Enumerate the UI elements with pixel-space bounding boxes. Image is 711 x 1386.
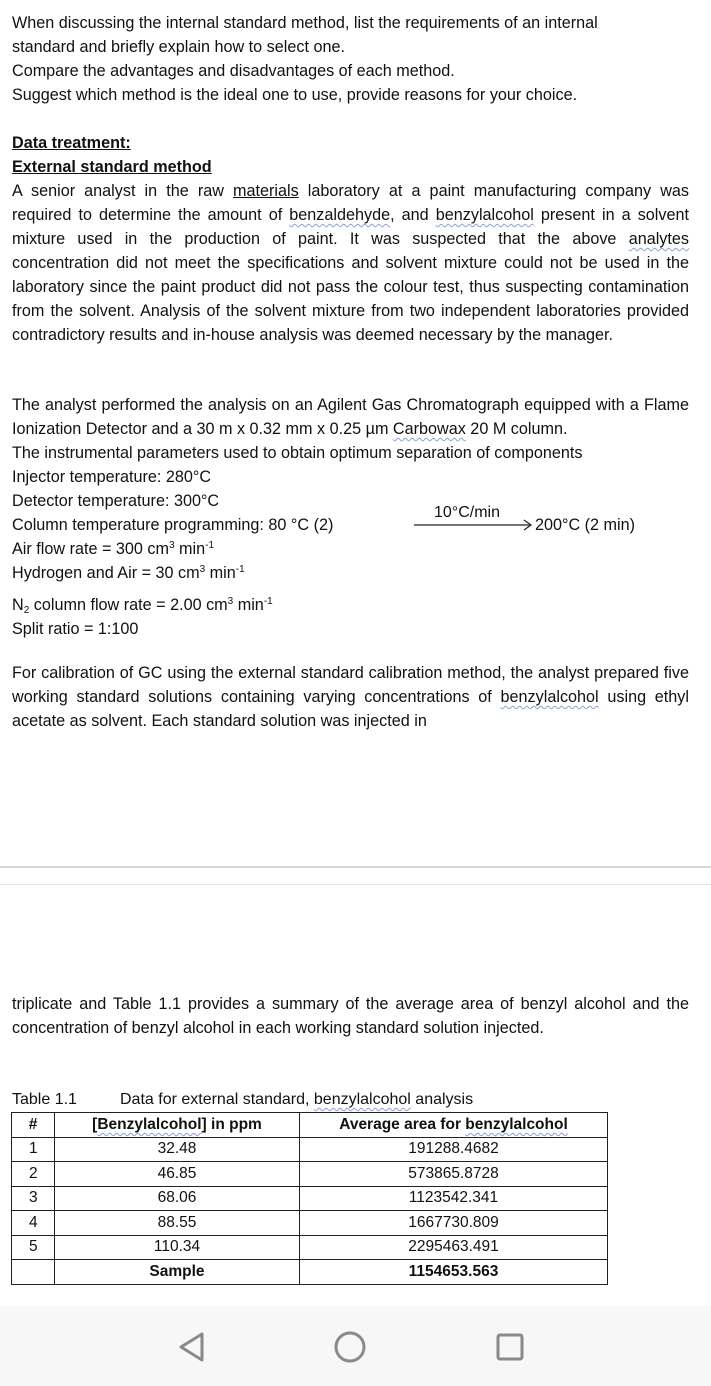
materials-link[interactable]: materials	[233, 182, 299, 200]
superscript: 3	[199, 564, 206, 575]
column-final-temperature: 200°C (2 min)	[535, 516, 636, 534]
cell-area: 573865.8728	[300, 1162, 608, 1187]
intro-line: Suggest which method is the ideal one to use, provide reasons for your choice.	[12, 86, 578, 104]
text-run: column flow rate = 2.00 cm	[29, 596, 228, 614]
superscript: -1	[235, 564, 245, 575]
column-temperature-row	[12, 504, 689, 537]
table-row	[12, 1186, 608, 1211]
header-concentration	[55, 1113, 300, 1138]
intro-line: When discussing the internal standard method, list the requirements of an internal	[12, 14, 598, 32]
cell-index: 5	[12, 1235, 55, 1260]
scenario-paragraph	[12, 179, 689, 347]
cell-sample-label: Sample	[55, 1260, 300, 1285]
instrument-paragraph	[12, 393, 689, 441]
text-run: Average area for	[339, 1115, 466, 1133]
text-run: concentration did not meet the specifications and solvent mixture could not be used in the laboratory since the paint product did not pass the colour test, thus suspecting contamination from the solvent. Analysis of the solvent mixture from two independent laboratories provided contradictory results and in-house analysis was deemed necessary by the manager.	[12, 254, 689, 344]
text-run: , and	[390, 206, 436, 224]
text-run: min	[233, 596, 264, 614]
hydrogen-air-flow	[12, 561, 689, 585]
header-average-area	[300, 1113, 608, 1138]
injector-temperature: Injector temperature: 280°C	[12, 468, 212, 486]
home-circle-icon	[332, 1329, 368, 1365]
cell-index: 3	[12, 1186, 55, 1211]
cell-index: 4	[12, 1211, 55, 1236]
detector-temperature: Detector temperature: 300°C	[12, 492, 220, 510]
spell-flag-benzaldehyde: benzaldehyde	[289, 206, 391, 224]
superscript: -1	[263, 596, 273, 607]
cell-index: 2	[12, 1162, 55, 1187]
text-run: N	[12, 596, 24, 614]
table-row-sample	[12, 1260, 608, 1285]
cell-concentration: 110.34	[55, 1235, 300, 1260]
text-run: min	[174, 540, 206, 558]
calibration-paragraph	[12, 661, 689, 733]
spell-flag-benzylalcohol: Benzylalcohol	[97, 1115, 202, 1133]
cell-area: 1123542.341	[300, 1186, 608, 1211]
ramp-rate-label: 10°C/min	[434, 504, 500, 521]
spell-flag-benzylalcohol: benzylalcohol	[465, 1115, 568, 1133]
continuation-section	[12, 992, 689, 1040]
table-caption	[12, 1088, 473, 1112]
n2-column-flow	[12, 593, 689, 617]
spell-flag-benzylalcohol: benzylalcohol	[500, 688, 599, 706]
cell-concentration: 68.06	[55, 1186, 300, 1211]
text-run: Hydrogen and Air = 30 cm	[12, 564, 200, 582]
table-number: Table 1.1	[12, 1091, 77, 1108]
spell-flag-benzylalcohol: benzylalcohol	[435, 206, 534, 224]
text-run: laboratory at a paint manufacturing company was required to determine the amount of	[12, 182, 689, 224]
intro-block	[12, 11, 689, 107]
cell-area: 2295463.491	[300, 1235, 608, 1260]
superscript: -1	[205, 540, 215, 551]
page-break-divider	[0, 866, 711, 868]
cell-area: 1667730.809	[300, 1211, 608, 1236]
home-button[interactable]	[330, 1327, 370, 1367]
page-break-divider	[0, 884, 711, 885]
cell-area: 191288.4682	[300, 1137, 608, 1162]
table-row	[12, 1211, 608, 1236]
text-run: A senior analyst in the raw	[12, 182, 234, 200]
text-run: using ethyl acetate as solvent. Each standard solution was injected in	[12, 688, 689, 730]
text-run: The analyst performed the analysis on an Agilent Gas Chromatograph equipped with a Flame Ionization Detector and a 30 m x 0.32 mm x 0.25 µm	[12, 396, 689, 438]
cell-concentration: 32.48	[55, 1137, 300, 1162]
text-run: analysis	[410, 1091, 474, 1108]
text-run: min	[205, 564, 236, 582]
text-run: 20 M column.	[465, 420, 568, 438]
external-standard-table	[11, 1112, 608, 1285]
text-run: [	[92, 1115, 98, 1133]
spell-flag-carbowax: Carbowax	[392, 420, 466, 438]
data-treatment-section	[12, 131, 689, 347]
recent-square-icon	[493, 1330, 527, 1364]
continuation-paragraph: triplicate and Table 1.1 provides a summary of the average area of benzyl alcohol and the concentration of benzyl alcohol in each working standard solution injected.	[12, 995, 689, 1037]
text-run: ] in ppm	[201, 1115, 262, 1133]
external-standard-heading: External standard method	[12, 158, 212, 176]
data-treatment-heading: Data treatment:	[12, 134, 131, 152]
back-triangle-icon	[175, 1330, 209, 1364]
cell-concentration: 46.85	[55, 1162, 300, 1187]
text-run: Data for external standard,	[120, 1091, 314, 1108]
text-run: Air flow rate = 300 cm	[12, 540, 169, 558]
intro-line: standard and briefly explain how to select one.	[12, 38, 345, 56]
recent-apps-button[interactable]	[490, 1327, 530, 1367]
table-row	[12, 1137, 608, 1162]
cell-index	[12, 1260, 55, 1285]
cell-sample-area: 1154653.563	[300, 1260, 608, 1285]
params-line: The instrumental parameters used to obtain optimum separation of components	[12, 444, 583, 462]
arrow-right-icon	[412, 517, 536, 533]
navigation-bar	[0, 1306, 711, 1386]
split-ratio: Split ratio = 1:100	[12, 620, 139, 638]
air-flow-rate	[12, 537, 689, 561]
spell-flag-analytes: analytes	[628, 230, 689, 248]
table-row	[12, 1162, 608, 1187]
back-button[interactable]	[172, 1327, 212, 1367]
table-header-row	[12, 1113, 608, 1138]
column-temperature-label: Column temperature programming: 80 °C (2)	[12, 516, 334, 534]
text-run: For calibration of GC using the external standard calibration method, the analyst prepared five working standard solutions containing varying concentrations of	[12, 664, 689, 706]
subscript: 2	[23, 605, 30, 616]
text-run: present in a solvent mixture used in the production of paint. It was suspected that the above	[12, 206, 689, 248]
intro-line: Compare the advantages and disadvantages of each method.	[12, 62, 455, 80]
instrument-section	[12, 393, 689, 641]
superscript: 3	[169, 540, 175, 551]
table-row	[12, 1235, 608, 1260]
spell-flag-benzylalcohol: benzylalcohol	[313, 1091, 411, 1108]
header-index: #	[12, 1113, 55, 1138]
cell-index: 1	[12, 1137, 55, 1162]
cell-concentration: 88.55	[55, 1211, 300, 1236]
superscript: 3	[227, 596, 234, 607]
calibration-section	[12, 661, 689, 733]
